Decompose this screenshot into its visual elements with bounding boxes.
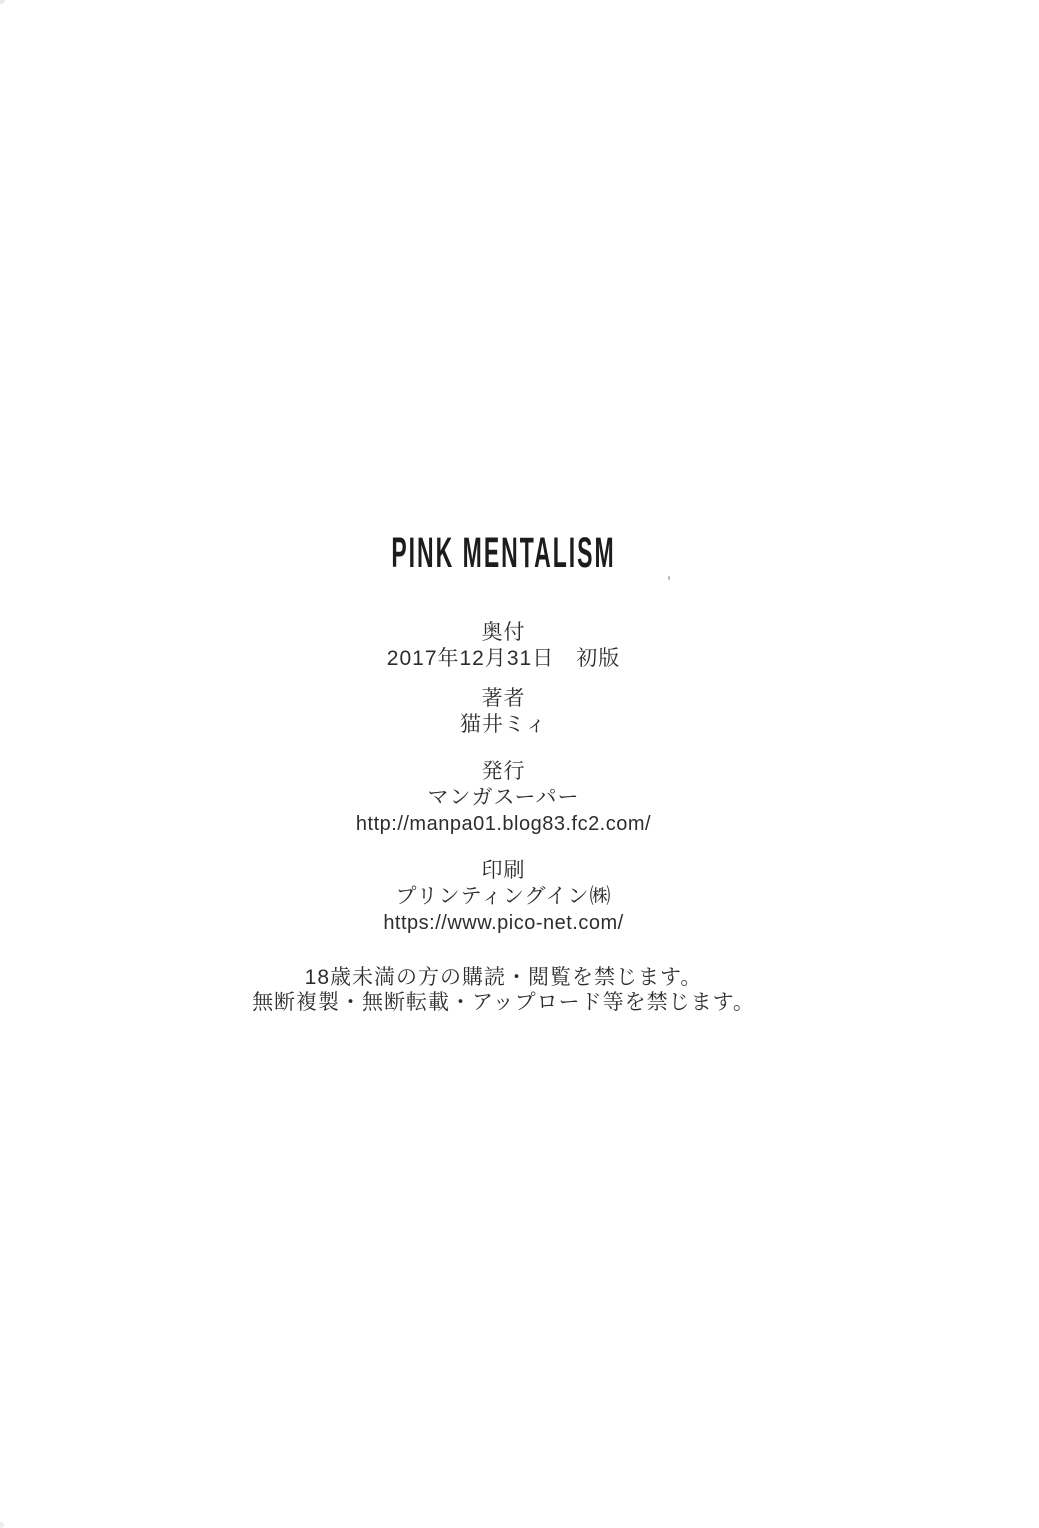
author-label: 著者 bbox=[481, 687, 526, 710]
publisher-name: マンガスーパー bbox=[427, 786, 580, 809]
copyright-notice: 無断複製・無断転載・アップロード等を禁じます。 bbox=[252, 991, 755, 1014]
printer-url: https://www.pico-net.com/ bbox=[383, 912, 624, 934]
printer-label: 印刷 bbox=[481, 859, 526, 882]
book-title: PINK MENTALISM bbox=[391, 528, 616, 577]
scan-artifact-dot bbox=[668, 576, 670, 580]
age-restriction-notice: 18歳未満の方の購読・閲覧を禁じます。 bbox=[304, 966, 703, 989]
scan-smudge-bottom-left bbox=[0, 1522, 4, 1528]
scan-smudge-top-left bbox=[0, 0, 5, 4]
publisher-url: http://manpa01.blog83.fc2.com/ bbox=[355, 813, 652, 835]
okuzuke-block bbox=[0, 620, 1023, 672]
notices-block bbox=[0, 965, 1023, 1015]
publisher-label: 発行 bbox=[481, 760, 526, 783]
colophon-section-label: 奥付 bbox=[481, 621, 526, 644]
author-name: 猫井ミィ bbox=[459, 713, 548, 736]
author-block bbox=[0, 686, 1023, 738]
publisher-block bbox=[0, 759, 1023, 837]
title-row bbox=[0, 528, 1023, 577]
printer-name: プリンティングイン㈱ bbox=[395, 885, 612, 908]
edition-date-line: 2017年12月31日 初版 bbox=[386, 647, 621, 670]
colophon-content bbox=[0, 528, 1023, 1015]
printer-block bbox=[0, 858, 1023, 936]
